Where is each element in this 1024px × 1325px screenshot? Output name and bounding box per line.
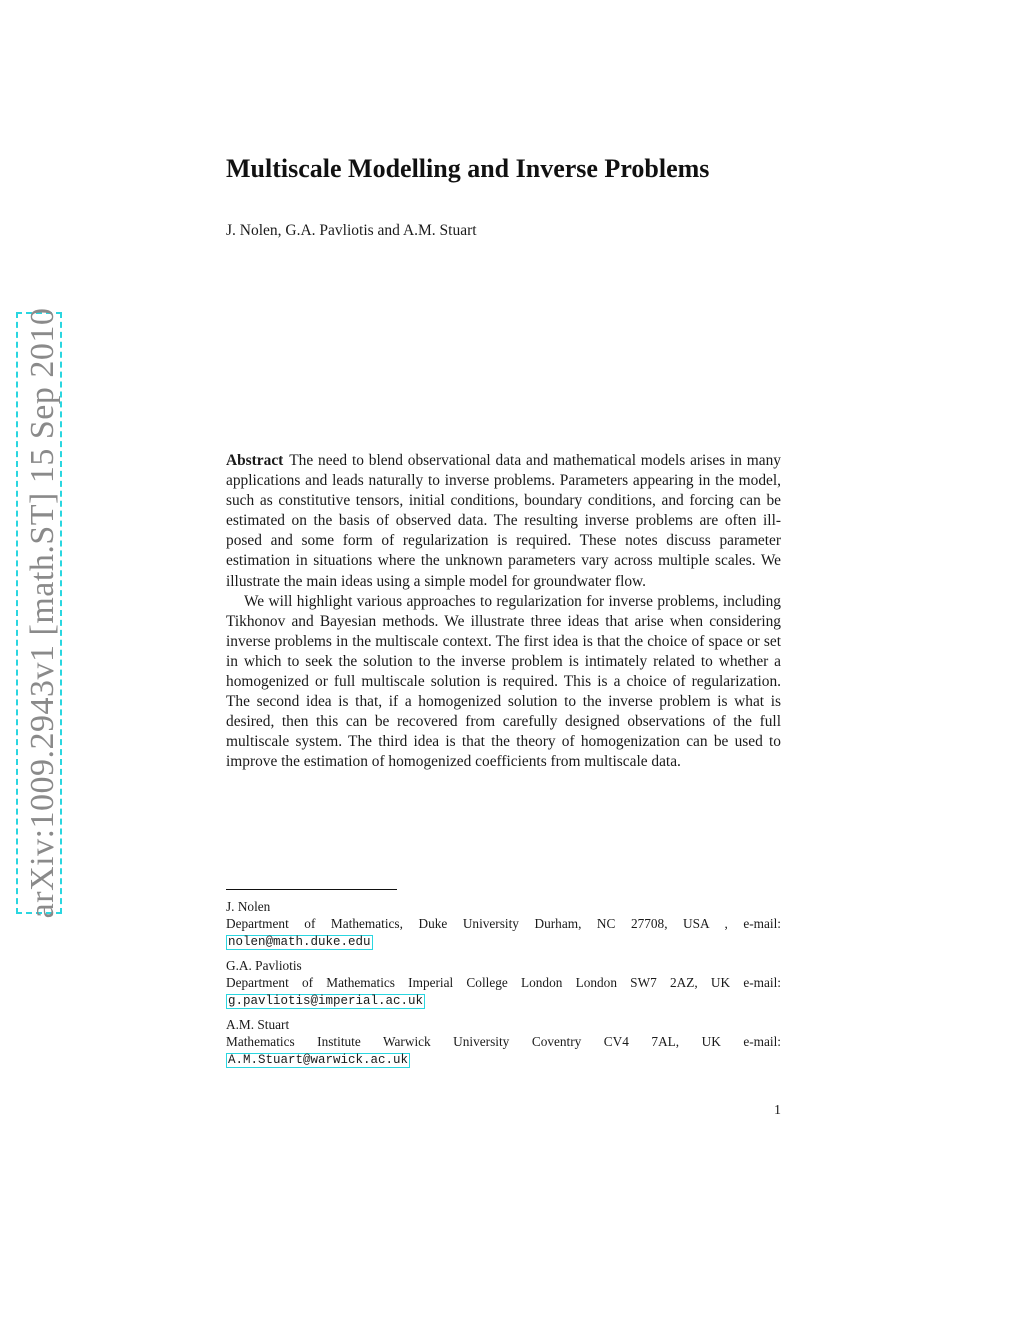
footnote-affiliation: Mathematics Institute Warwick University Coventry CV4 7AL, UK e-mail: (226, 1034, 781, 1049)
footnote-rule (226, 889, 397, 890)
footnote-affiliation: Department of Mathematics Imperial College London London SW7 2AZ, UK e-mail: (226, 975, 781, 990)
footnote-author-name: A.M. Stuart (226, 1017, 290, 1032)
footnote-author-name: J. Nolen (226, 899, 271, 914)
abstract-paragraph-1 (226, 451, 781, 592)
paper-title: Multiscale Modelling and Inverse Problems (226, 154, 710, 183)
email-link-nolen[interactable]: nolen@math.duke.edu (228, 935, 371, 949)
abstract-paragraph-2: We will highlight various approaches to regularization for inverse problems, including Tikhonov and Bayesian methods. We illustrate three ideas that arise when considering inverse problems in the multiscale context. The first idea is that the choice of space or set in which to seek the solution to the inverse problem is intimately related to whether a homogenized or full multiscale solution is required. This is a choice of regularization. The second idea is that, if a homogenized solution to the inverse problem is what is desired, then this can be recovered from carefully designed observations of the full multiscale system. The third idea is that the theory of homogenization can be used to improve the estimation of homogenized coefficients from multiscale data. (226, 592, 781, 771)
footnote-affiliation: Department of Mathematics, Duke University Durham, NC 27708, USA , e-mail: (226, 916, 781, 931)
author-list: J. Nolen, G.A. Pavliotis and A.M. Stuart (226, 222, 477, 239)
footnote-author-name: G.A. Pavliotis (226, 958, 302, 973)
abstract (226, 451, 781, 773)
abstract-text-1: The need to blend observational data and mathematical models arises in many applications and leads naturally to inverse problems. Parameters appearing in the model, such as constitutive tensors, initial conditions, boundary conditions, and forcing can be estimated on the basis of observed data. The resulting inverse problems are often ill-posed and some form of regularization is required. These notes discuss parameter estimation in situations where the unknown parameters vary across multiple scales. We illustrate the main ideas using a simple model for groundwater flow. (226, 452, 781, 590)
footnote-nolen (226, 898, 781, 950)
footnote-pavliotis (226, 957, 781, 1009)
page-number: 1 (774, 1103, 781, 1118)
abstract-label: Abstract (226, 452, 284, 469)
email-link-stuart[interactable]: A.M.Stuart@warwick.ac.uk (228, 1053, 409, 1067)
email-link-pavliotis[interactable]: g.pavliotis@imperial.ac.uk (228, 994, 424, 1008)
footnote-stuart (226, 1016, 781, 1068)
arxiv-identifier[interactable]: arXiv:1009.2943v1 [math.ST] 15 Sep 2010 (24, 307, 61, 919)
author-footnotes (226, 898, 781, 1075)
